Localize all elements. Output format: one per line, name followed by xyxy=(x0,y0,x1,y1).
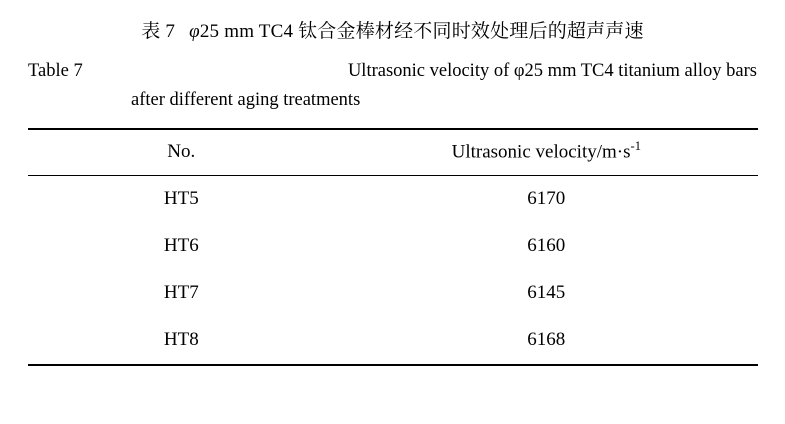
caption-chinese-label: 表 7 xyxy=(141,21,176,42)
caption-english-line1 xyxy=(28,57,757,86)
column-header-velocity-text: Ultrasonic velocity/m·s xyxy=(451,141,631,163)
cell-velocity: 6168 xyxy=(335,317,758,365)
phi-symbol-chinese: φ xyxy=(189,21,200,42)
table-row xyxy=(28,175,758,223)
table-row xyxy=(28,317,758,365)
cell-no: HT6 xyxy=(163,234,199,256)
caption-chinese xyxy=(28,16,757,43)
caption-chinese-text: 25 mm TC4 钛合金棒材经不同时效处理后的超声声速 xyxy=(199,21,644,42)
table-header xyxy=(28,129,758,175)
cell-no: HT8 xyxy=(28,317,335,365)
cell-no: HT7 xyxy=(163,281,199,303)
cell-velocity: 6170 xyxy=(527,187,566,209)
caption-english-line2: after different aging treatments xyxy=(131,89,361,110)
cell-velocity: 6160 xyxy=(527,234,566,256)
table-row xyxy=(28,223,758,270)
column-header-velocity-exponent: -1 xyxy=(630,139,641,154)
cell-velocity: 6145 xyxy=(527,281,566,303)
table-body xyxy=(28,175,758,365)
column-header-no: No. xyxy=(28,129,335,175)
caption-english-line1-text: Ultrasonic velocity of φ25 mm TC4 titanium alloy bars xyxy=(347,61,757,81)
ultrasonic-velocity-table xyxy=(28,128,758,365)
column-header-velocity xyxy=(335,129,758,175)
caption-english-label: Table 7 xyxy=(28,61,83,81)
cell-no: HT5 xyxy=(163,187,199,209)
table-row xyxy=(28,270,758,317)
caption-english xyxy=(28,57,757,114)
table-header-row xyxy=(28,129,758,175)
